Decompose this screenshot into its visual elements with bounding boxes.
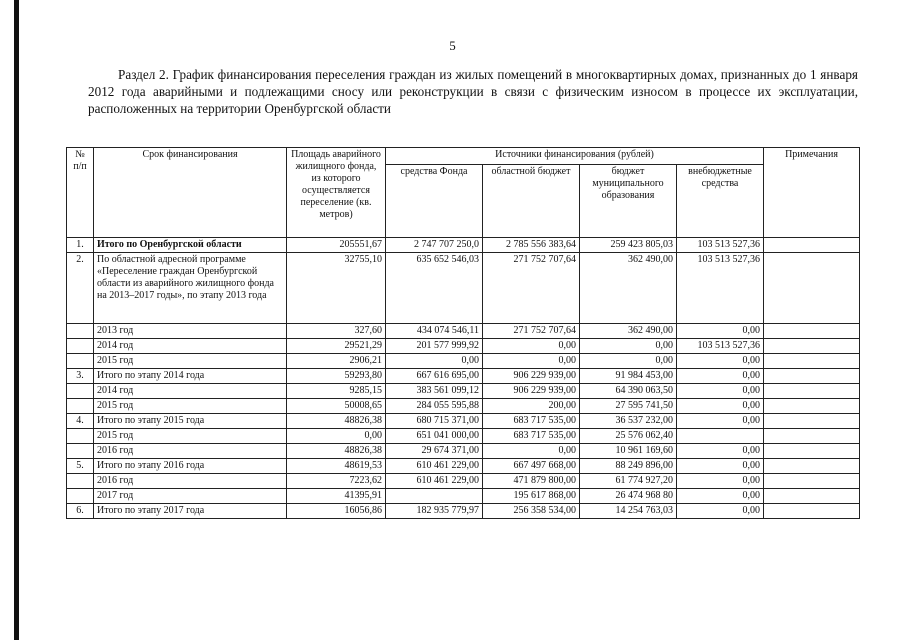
cell-regional: 0,00 (483, 444, 580, 459)
table-row (67, 238, 860, 253)
cell-fund: 284 055 595,88 (386, 399, 483, 414)
header-sources: Источники финансирования (рублей) (386, 148, 764, 165)
table-row (67, 384, 860, 399)
cell-area: 48826,38 (287, 414, 386, 429)
cell-fund: 201 577 999,92 (386, 339, 483, 354)
cell-regional: 0,00 (483, 354, 580, 369)
cell-notes (764, 504, 860, 519)
cell-area: 7223,62 (287, 474, 386, 489)
cell-municipal: 27 595 741,50 (580, 399, 677, 414)
cell-extra: 0,00 (677, 369, 764, 384)
cell-num (67, 384, 94, 399)
cell-area: 16056,86 (287, 504, 386, 519)
cell-period: Итого по этапу 2016 года (94, 459, 287, 474)
cell-period: 2015 год (94, 354, 287, 369)
header-municipal: бюджет муниципального образования (580, 165, 677, 238)
table-row (67, 399, 860, 414)
cell-municipal: 362 490,00 (580, 253, 677, 324)
header-num: № п/п (67, 148, 94, 238)
cell-area: 0,00 (287, 429, 386, 444)
cell-fund: 2 747 707 250,0 (386, 238, 483, 253)
table-row (67, 474, 860, 489)
table-row (67, 324, 860, 339)
cell-municipal: 0,00 (580, 354, 677, 369)
cell-extra (677, 429, 764, 444)
cell-area: 41395,91 (287, 489, 386, 504)
cell-num (67, 399, 94, 414)
cell-area: 59293,80 (287, 369, 386, 384)
cell-notes (764, 324, 860, 339)
table-row (67, 354, 860, 369)
cell-period: По областной адресной программе «Переселение граждан Оренбургской области из аварийного жилищного фонда на 2013–2017 годы», по этапу 2013 года (94, 253, 287, 324)
page-number: 5 (449, 38, 456, 53)
cell-notes (764, 384, 860, 399)
cell-fund: 610 461 229,00 (386, 459, 483, 474)
header-area: Площадь аварийного жилищного фонда, из которого осуществляется переселение (кв. метров) (287, 148, 386, 238)
cell-area: 48826,38 (287, 444, 386, 459)
cell-municipal: 64 390 063,50 (580, 384, 677, 399)
cell-fund: 680 715 371,00 (386, 414, 483, 429)
cell-notes (764, 444, 860, 459)
cell-extra: 0,00 (677, 459, 764, 474)
cell-period: Итого по этапу 2015 года (94, 414, 287, 429)
cell-regional: 683 717 535,00 (483, 429, 580, 444)
table-row (67, 429, 860, 444)
cell-period: 2015 год (94, 399, 287, 414)
header-notes: Примечания (764, 148, 860, 238)
cell-regional: 2 785 556 383,64 (483, 238, 580, 253)
cell-municipal: 61 774 927,20 (580, 474, 677, 489)
header-fund: средства Фонда (386, 165, 483, 238)
cell-num (67, 429, 94, 444)
cell-fund: 635 652 546,03 (386, 253, 483, 324)
cell-extra: 0,00 (677, 354, 764, 369)
cell-fund: 667 616 695,00 (386, 369, 483, 384)
cell-fund: 0,00 (386, 354, 483, 369)
cell-regional: 256 358 534,00 (483, 504, 580, 519)
cell-area: 9285,15 (287, 384, 386, 399)
cell-fund: 29 674 371,00 (386, 444, 483, 459)
cell-num (67, 324, 94, 339)
cell-period: Итого по этапу 2017 года (94, 504, 287, 519)
cell-area: 48619,53 (287, 459, 386, 474)
cell-municipal: 362 490,00 (580, 324, 677, 339)
cell-notes (764, 489, 860, 504)
cell-notes (764, 414, 860, 429)
cell-period: 2013 год (94, 324, 287, 339)
cell-municipal: 259 423 805,03 (580, 238, 677, 253)
cell-regional: 683 717 535,00 (483, 414, 580, 429)
cell-regional: 271 752 707,64 (483, 253, 580, 324)
cell-extra: 0,00 (677, 444, 764, 459)
cell-notes (764, 429, 860, 444)
cell-notes (764, 339, 860, 354)
table-row (67, 504, 860, 519)
cell-municipal: 14 254 763,03 (580, 504, 677, 519)
cell-area: 327,60 (287, 324, 386, 339)
table-row (67, 253, 860, 324)
cell-extra: 0,00 (677, 504, 764, 519)
cell-extra: 103 513 527,36 (677, 253, 764, 324)
cell-area: 32755,10 (287, 253, 386, 324)
cell-period: 2015 год (94, 429, 287, 444)
cell-fund: 434 074 546,11 (386, 324, 483, 339)
cell-regional: 906 229 939,00 (483, 384, 580, 399)
cell-period: 2014 год (94, 384, 287, 399)
cell-regional: 667 497 668,00 (483, 459, 580, 474)
cell-area: 29521,29 (287, 339, 386, 354)
page-edge-bar (14, 0, 19, 640)
header-period: Срок финансирования (94, 148, 287, 238)
cell-extra: 0,00 (677, 489, 764, 504)
cell-municipal: 25 576 062,40 (580, 429, 677, 444)
cell-fund: 610 461 229,00 (386, 474, 483, 489)
cell-num (67, 474, 94, 489)
table-row (67, 414, 860, 429)
cell-num: 4. (67, 414, 94, 429)
table-row (67, 459, 860, 474)
cell-notes (764, 354, 860, 369)
cell-fund (386, 489, 483, 504)
cell-notes (764, 399, 860, 414)
cell-fund: 383 561 099,12 (386, 384, 483, 399)
cell-fund: 651 041 000,00 (386, 429, 483, 444)
cell-extra: 0,00 (677, 384, 764, 399)
cell-num: 5. (67, 459, 94, 474)
cell-extra: 0,00 (677, 324, 764, 339)
cell-municipal: 91 984 453,00 (580, 369, 677, 384)
section-heading: Раздел 2. График финансирования переселения граждан из жилых помещений в многоквартирных домах, признанных до 1 января 2012 года аварийными и подлежащими сносу или реконструкции в связи с физическим износом в процессе их эксплуатации, расположенных на территории Оренбургской области (88, 67, 858, 116)
cell-num (67, 489, 94, 504)
cell-regional: 471 879 800,00 (483, 474, 580, 489)
cell-area: 50008,65 (287, 399, 386, 414)
cell-num (67, 444, 94, 459)
cell-regional: 271 752 707,64 (483, 324, 580, 339)
cell-municipal: 26 474 968 80 (580, 489, 677, 504)
cell-period: 2014 год (94, 339, 287, 354)
table-row (67, 369, 860, 384)
header-extra: внебюджетные средства (677, 165, 764, 238)
cell-regional: 195 617 868,00 (483, 489, 580, 504)
cell-extra: 0,00 (677, 399, 764, 414)
table-row (67, 489, 860, 504)
cell-regional: 0,00 (483, 339, 580, 354)
cell-area: 2906,21 (287, 354, 386, 369)
header-regional: областной бюджет (483, 165, 580, 238)
cell-period: 2016 год (94, 444, 287, 459)
cell-num: 3. (67, 369, 94, 384)
cell-extra: 103 513 527,36 (677, 238, 764, 253)
cell-municipal: 88 249 896,00 (580, 459, 677, 474)
cell-period: Итого по этапу 2014 года (94, 369, 287, 384)
cell-municipal: 36 537 232,00 (580, 414, 677, 429)
cell-period: Итого по Оренбургской области (94, 238, 287, 253)
cell-regional: 200,00 (483, 399, 580, 414)
cell-regional: 906 229 939,00 (483, 369, 580, 384)
cell-num (67, 354, 94, 369)
cell-extra: 0,00 (677, 414, 764, 429)
cell-period: 2016 год (94, 474, 287, 489)
financing-schedule-table (66, 147, 860, 519)
cell-notes (764, 238, 860, 253)
table-row (67, 339, 860, 354)
cell-notes (764, 474, 860, 489)
cell-extra: 103 513 527,36 (677, 339, 764, 354)
cell-notes (764, 369, 860, 384)
cell-municipal: 10 961 169,60 (580, 444, 677, 459)
cell-num: 1. (67, 238, 94, 253)
cell-num: 2. (67, 253, 94, 324)
cell-municipal: 0,00 (580, 339, 677, 354)
cell-fund: 182 935 779,97 (386, 504, 483, 519)
cell-num: 6. (67, 504, 94, 519)
table-row (67, 444, 860, 459)
cell-period: 2017 год (94, 489, 287, 504)
cell-area: 205551,67 (287, 238, 386, 253)
cell-notes (764, 459, 860, 474)
cell-num (67, 339, 94, 354)
cell-extra: 0,00 (677, 474, 764, 489)
cell-notes (764, 253, 860, 324)
